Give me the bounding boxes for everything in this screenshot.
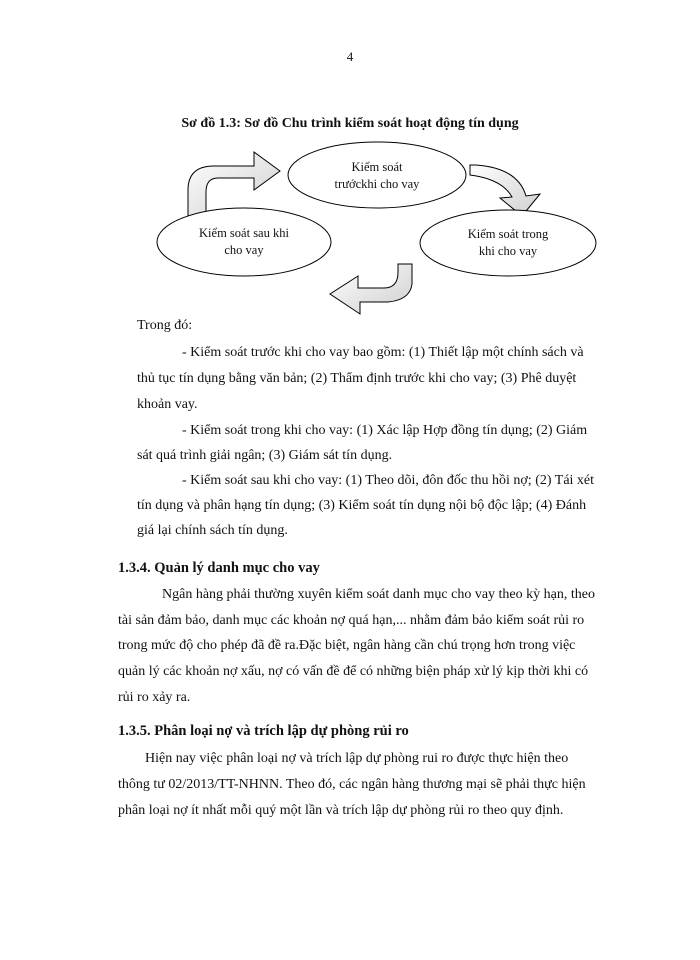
- node-during-lending-label: [428, 226, 588, 260]
- after-line-2: tín dụng và phân hạng tín dụng; (3) Kiểm soát tín dụng nội bộ độc lập; (4) Đánh: [137, 498, 587, 513]
- before-line-3: khoản vay.: [137, 397, 198, 412]
- diagram-title: Sơ đồ 1.3: Sơ đồ Chu trình kiểm soát hoạt động tín dụng: [181, 116, 519, 131]
- node-during-line-2: khi cho vay: [478, 244, 538, 258]
- node-after-line-2: cho vay: [224, 243, 264, 257]
- section-135-line-3: phân loại nợ ít nhất mỗi quý một lần và trích lập dự phòng rủi ro theo quy định.: [118, 803, 564, 818]
- arrow-after-to-before: [188, 152, 280, 216]
- during-line-1: - Kiểm soát trong khi cho vay: (1) Xác lập Hợp đồng tín dụng; (2) Giám: [182, 423, 588, 438]
- section-134-line-5: rủi ro xảy ra.: [118, 690, 191, 705]
- after-line-1: - Kiểm soát sau khi cho vay: (1) Theo dõi, đôn đốc thu hồi nợ; (2) Tái xét: [182, 473, 595, 488]
- section-134-line-2: tài sản đảm bảo, danh mục các khoản nợ quá hạn,... nhằm đảm bảo kiểm soát rủi ro: [118, 613, 585, 628]
- node-before-line-1: Kiểm soát: [351, 160, 403, 174]
- node-after-lending-label: [164, 225, 324, 259]
- section-134-line-4: quản lý các khoản nợ xấu, nợ có vấn đề để có những biện pháp xử lý kịp thời khi có: [118, 664, 589, 679]
- section-135-line-2: thông tư 02/2013/TT-NHNN. Theo đó, các ngân hàng thương mại sẽ phải thực hiện: [118, 777, 586, 792]
- section-135-heading: 1.3.5. Phân loại nợ và trích lập dự phòng rủi ro: [118, 723, 409, 739]
- node-during-line-1: Kiểm soát trong: [467, 227, 549, 241]
- arrow-during-to-after: [330, 264, 412, 314]
- during-line-2: sát quá trình giải ngân; (3) Giám sát tín dụng.: [137, 448, 393, 463]
- section-135-line-1: Hiện nay việc phân loại nợ và trích lập dự phòng rui ro được thực hiện theo: [145, 751, 569, 766]
- page-number: 4: [346, 49, 354, 64]
- node-before-line-2: trướckhi cho vay: [334, 177, 420, 191]
- before-line-1: - Kiểm soát trước khi cho vay bao gồm: (1) Thiết lập một chính sách và: [182, 345, 584, 360]
- node-before-lending-label: [297, 159, 457, 193]
- node-after-line-1: Kiểm soát sau khi: [199, 226, 289, 240]
- explanation-intro: Trong đó:: [137, 318, 193, 333]
- before-line-2: thủ tục tín dụng bằng văn bản; (2) Thẩm định trước khi cho vay; (3) Phê duyệt: [137, 371, 577, 386]
- section-134-heading: 1.3.4. Quản lý danh mục cho vay: [118, 560, 320, 576]
- arrow-before-to-during: [470, 165, 540, 216]
- after-line-3: giá lại chính sách tín dụng.: [137, 523, 288, 538]
- section-134-line-1: Ngân hàng phải thường xuyên kiểm soát danh mục cho vay theo kỳ hạn, theo: [162, 587, 595, 602]
- section-134-line-3: trong mức độ cho phép đã đề ra.Đặc biệt, ngân hàng cần chú trọng hơn trong việc: [118, 638, 576, 653]
